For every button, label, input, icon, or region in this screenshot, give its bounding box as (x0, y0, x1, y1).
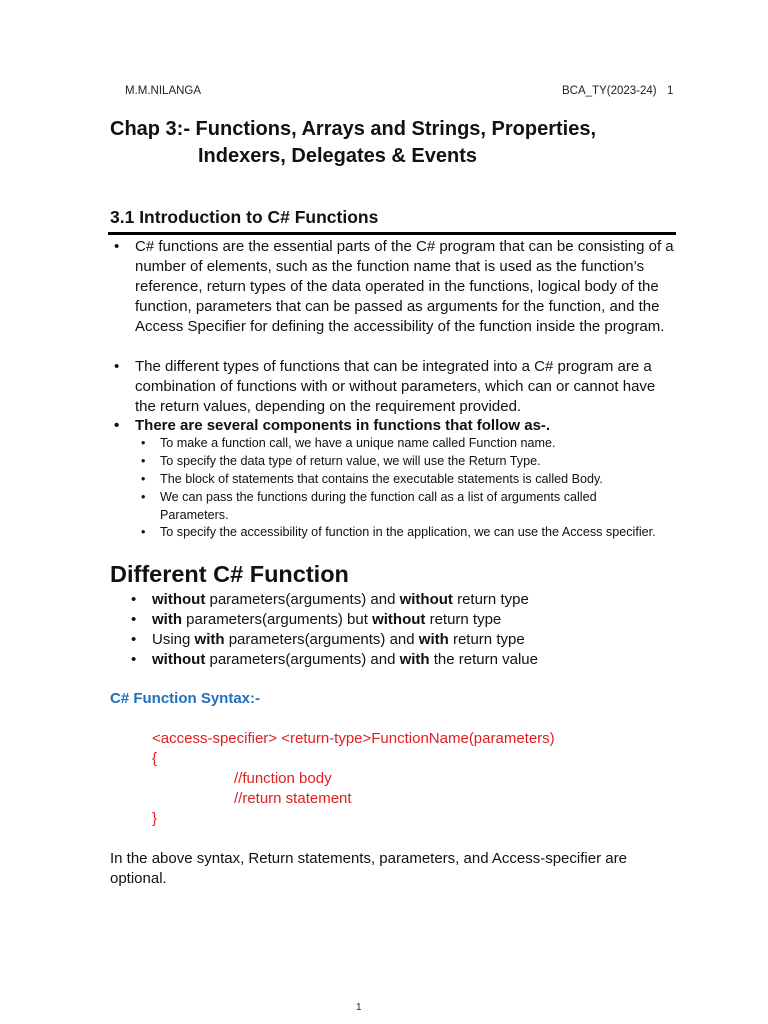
syntax-open-brace: { (152, 750, 158, 767)
chapter-title-line2: Indexers, Delegates & Events (198, 145, 478, 167)
function-type-item: • Using with parameters(arguments) and with return type (152, 630, 525, 650)
syntax-close-brace: } (152, 810, 158, 827)
syntax-signature: <access-specifier> <return-type>FunctionName(parameters) (152, 730, 555, 747)
function-type-item: • without parameters(arguments) and with the return value (152, 650, 538, 670)
component-item: • To specify the data type of return value, we will use the Return Type. (160, 453, 670, 471)
section-title: 3.1 Introduction to C# Functions (110, 207, 379, 227)
component-item: • The block of statements that contains the executable statements is called Body. (160, 471, 670, 489)
section-rule (108, 232, 676, 235)
function-type-item: • with parameters(arguments) but without return type (152, 610, 501, 630)
function-type-item: • without parameters(arguments) and without return type (152, 590, 529, 610)
different-function-heading: Different C# Function (110, 561, 349, 587)
component-item: • To make a function call, we have a unique name called Function name. (160, 435, 670, 453)
component-item: • To specify the accessibility of function in the application, we can use the Access specifier. (160, 524, 670, 542)
syntax-body-comment: //function body (234, 770, 332, 787)
footer-page-number: 1 (356, 1002, 362, 1013)
header-author: M.M.NILANGA (125, 85, 202, 97)
syntax-note: In the above syntax, Return statements, parameters, and Access-specifier are optional. (110, 850, 627, 887)
chapter-title-line1: Chap 3:- Functions, Arrays and Strings, Properties, (110, 118, 597, 140)
syntax-return-comment: //return statement (234, 790, 352, 807)
component-item: • We can pass the functions during the function call as a list of arguments called Parameters. (160, 489, 660, 524)
intro-bullet-2: • The different types of functions that can be integrated into a C# program are a combination of functions with or without parameters, which can or cannot have the return values, depending on the requirement provided. (135, 357, 675, 417)
header-course: BCA_TY(2023-24) (562, 85, 657, 97)
intro-bullet-3: • There are several components in functions that follow as-. (135, 416, 675, 436)
chapter-title (110, 116, 596, 170)
intro-bullet-1: • C# functions are the essential parts of the C# program that can be consisting of a number of elements, such as the function name that is used as the function’s reference, return types of the data operated in the functions, logical body of the function, parameters that can be passed as arguments for the function, and the Access Specifier for defining the accessibility of the function inside the program. (135, 237, 675, 337)
header-page-number: 1 (667, 85, 674, 97)
syntax-heading: C# Function Syntax:- (110, 690, 261, 707)
